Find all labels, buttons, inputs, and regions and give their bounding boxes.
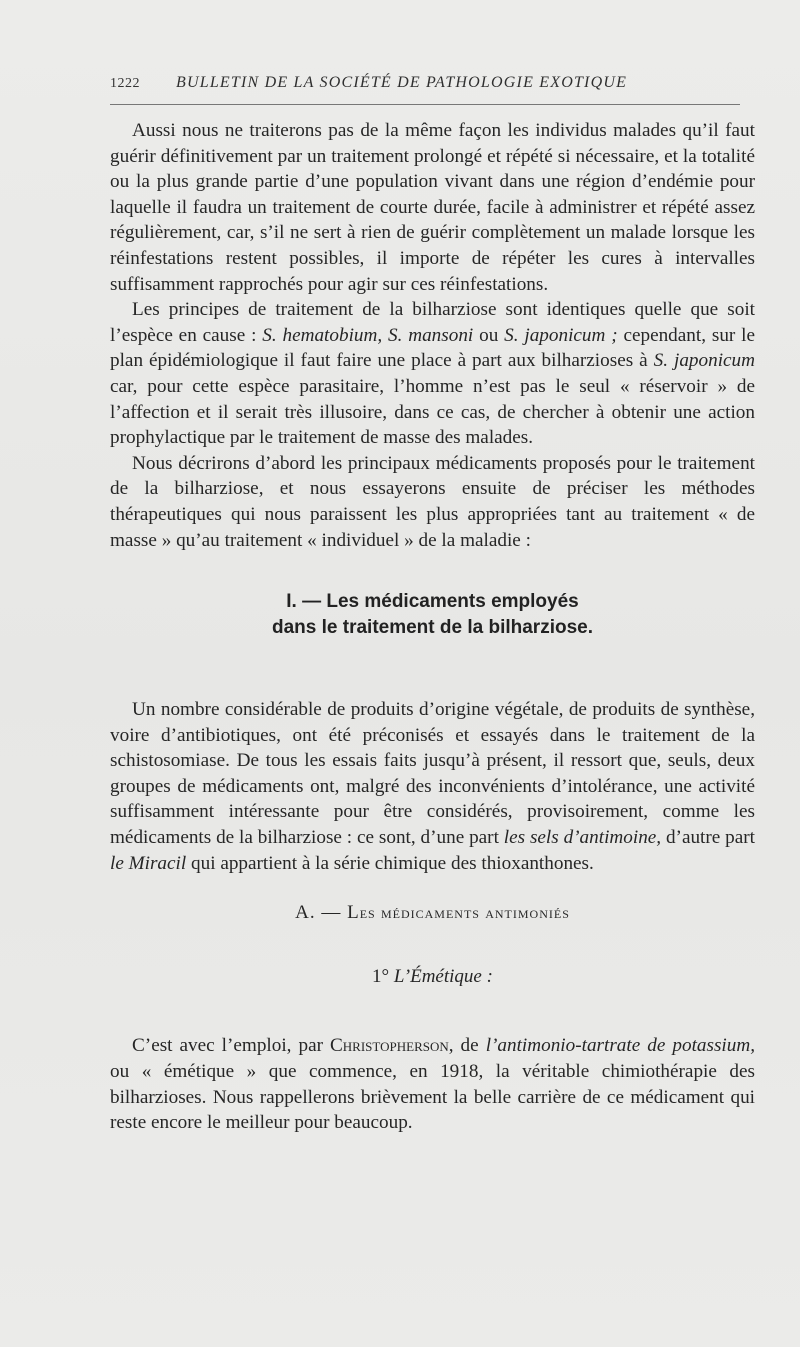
- page-number: 1222: [110, 76, 140, 91]
- p5-text-c: ou « émétique » que commence, en 1918, la véritable chimiothérapie des bilharzioses. Nous rappellerons brièvement la belle carrière de ce médicament qui reste encore le meilleur pour beaucoup.: [110, 1061, 755, 1134]
- paragraph-3-text: Nous décrirons d’abord les principaux médicaments proposés pour le traitement de la bilharziose, et nous essayerons ensuite de préciser les méthodes thérapeutiques qui nous paraissent les plus appropriées tant au traitement « de masse » qu’au traitement « individuel » de la maladie :: [110, 452, 755, 551]
- p2-text-d: cependant, sur le plan épidémiologique il faut faire une place à part aux bilharzioses à: [110, 324, 755, 372]
- p4-text-a: Un nombre considérable de produits d’origine végétale, de produits de synthèse, voire d’antibiotiques, ont été préconisés et essayés dans le traitement de la schistosomiase. De tous les essais faits jusqu’à présent, il ressort que, seuls, deux groupes de médicaments ont, malgré des inconvénients d’intolérance, une activité suffisamment intéressante pour être considérés, provisoirement, comme les médicaments de la bilharziose : ce sont, d’une part: [110, 699, 755, 849]
- subsection-heading-prefix: A. — L: [295, 902, 360, 924]
- journal-title: BULLETIN DE LA SOCIÉTÉ DE PATHOLOGIE EXOTIQUE: [176, 74, 628, 91]
- p2-text-c: ou: [473, 324, 505, 346]
- p4-text-b: d’autre part: [661, 827, 755, 849]
- subsection-heading-rest: es médicaments antimoniés: [359, 903, 570, 923]
- section-heading-line-2: dans le traitement de la bilharziose.: [272, 617, 593, 639]
- author-christopherson: Christopherson,: [330, 1035, 454, 1057]
- paragraph-3: [110, 451, 755, 553]
- p4-text-c: qui appartient à la série chimique des thioxanthones.: [186, 852, 594, 874]
- subsubsection-heading: [110, 964, 755, 990]
- header-rule: [110, 104, 740, 105]
- species-japonicum: S. japonicum ;: [504, 324, 618, 346]
- p5-text-b: de: [453, 1035, 486, 1057]
- paragraph-5: [110, 1033, 755, 1135]
- section-heading-line-1: I. — Les médicaments employés: [286, 591, 579, 613]
- section-heading-1: [110, 589, 755, 641]
- paragraph-1: [110, 118, 755, 297]
- p2-text-e: car, pour cette espèce parasitaire, l’homme n’est pas le seul « réservoir » de l’affection et il serait très illusoire, dans ce cas, de chercher à obtenir une action prophylactique par le traitement de masse des malades.: [110, 375, 755, 449]
- paragraph-1-text: Aussi nous ne traiterons pas de la même façon les individus malades qu’il faut guérir définitivement par un traitement prolongé et répété si nécessaire, et la totalité ou la plus grande partie d’une population vivant dans une région d’endémie pour laquelle il faudra un traitement de courte durée, facile à administrer et répété assez régulièrement, car, s’il ne sert à rien de guérir complètement un malade lorsque les réinfestations restent possibles, il importe de répéter les cures à intervalles suffisamment rapprochés pour agir sur ces réinfestations.: [110, 120, 755, 295]
- running-head: [110, 72, 750, 102]
- subsubsection-number: 1°: [372, 965, 390, 987]
- p4-italic-miracil: le Miracil: [110, 852, 187, 874]
- paragraph-2: [110, 297, 755, 451]
- article-body: [110, 118, 755, 1136]
- species-hematobium: S. hematobium,: [262, 324, 383, 346]
- p5-text-a: C’est avec l’emploi, par: [132, 1035, 330, 1057]
- p2-text-a: Les principes de traitement de la bilharziose sont identiques quelle que soit l’espèce en cause :: [110, 299, 755, 346]
- subsection-heading-a: [110, 900, 755, 926]
- subsubsection-title: L’Émétique :: [393, 965, 493, 987]
- paragraph-4: [110, 697, 755, 876]
- species-japonicum-2: S. japonicum: [653, 350, 755, 372]
- p4-italic-antimoine: les sels d’antimoine,: [503, 827, 662, 849]
- species-mansoni: S. mansoni: [388, 324, 474, 346]
- p5-italic-compound: l’antimonio-tartrate de potassium,: [485, 1035, 756, 1057]
